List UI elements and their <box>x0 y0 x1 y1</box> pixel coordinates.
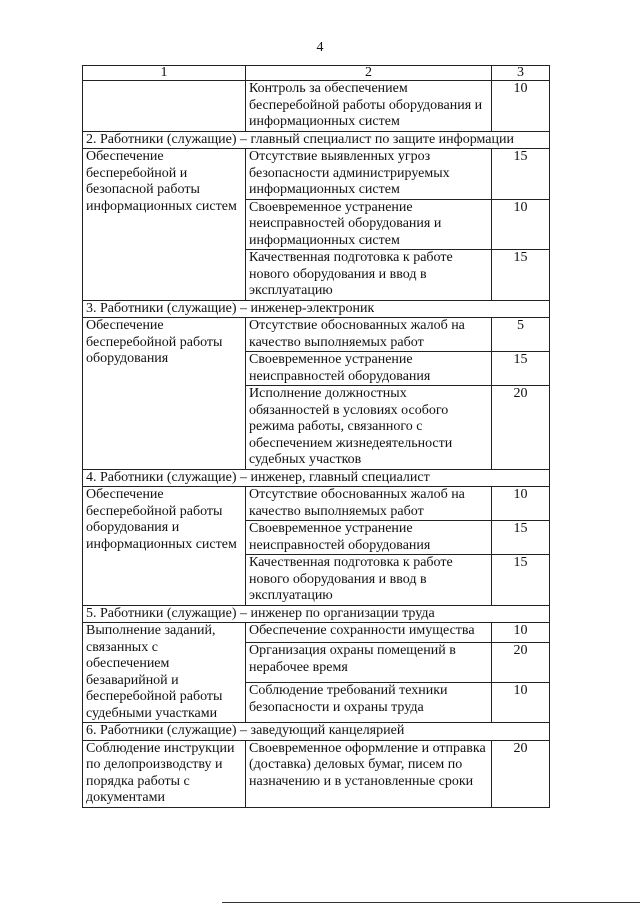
task-cell: Обеспечение бесперебойной работы оборудования и информационных систем <box>83 487 246 606</box>
score-cell: 20 <box>492 386 550 470</box>
criterion-cell: Своевременное оформление и отправка (доставка) деловых бумаг, писем по назначению и в установленные сроки <box>246 740 492 807</box>
criterion-cell: Отсутствие обоснованных жалоб на качество выполняемых работ <box>246 487 492 521</box>
table-row <box>83 81 550 132</box>
section-title-row <box>83 605 550 623</box>
section-title-row <box>83 469 550 487</box>
criterion-cell: Отсутствие обоснованных жалоб на качество выполняемых работ <box>246 318 492 352</box>
score-cell: 15 <box>492 555 550 606</box>
table-header-row <box>83 66 550 81</box>
task-cell: Обеспечение бесперебойной и безопасной работы информационных систем <box>83 149 246 301</box>
score-cell: 10 <box>492 81 550 132</box>
section-title: 2. Работники (служащие) – главный специалист по защите информации <box>83 131 550 149</box>
score-cell: 15 <box>492 521 550 555</box>
score-cell: 20 <box>492 643 550 683</box>
criterion-cell: Контроль за обеспечением бесперебойной работы оборудования и информационных систем <box>246 81 492 132</box>
section-title: 3. Работники (служащие) – инженер-электроник <box>83 300 550 318</box>
criterion-cell: Организация охраны помещений в нерабочее время <box>246 643 492 683</box>
table-row <box>83 487 550 521</box>
section-title: 5. Работники (служащие) – инженер по организации труда <box>83 605 550 623</box>
criterion-cell: Качественная подготовка к работе нового оборудования и ввод в эксплуатацию <box>246 250 492 301</box>
column-header: 3 <box>492 66 550 81</box>
task-cell: Выполнение заданий, связанных с обеспечением безаварийной и бесперебойной работы судебными участками <box>83 623 246 723</box>
page-number: 4 <box>316 40 324 55</box>
section-title-row <box>83 300 550 318</box>
task-cell: Соблюдение инструкции по делопроизводству и порядка работы с документами <box>83 740 246 807</box>
column-header: 1 <box>83 66 246 81</box>
footer-rule <box>222 902 640 903</box>
table-row <box>83 149 550 200</box>
column-header: 2 <box>246 66 492 81</box>
score-cell: 10 <box>492 487 550 521</box>
score-cell: 15 <box>492 149 550 200</box>
criterion-cell: Своевременное устранение неисправностей оборудования <box>246 352 492 386</box>
score-cell: 15 <box>492 250 550 301</box>
table-row <box>83 318 550 352</box>
section-title: 4. Работники (служащие) – инженер, главный специалист <box>83 469 550 487</box>
score-cell: 20 <box>492 740 550 807</box>
score-cell: 10 <box>492 623 550 643</box>
section-title-row <box>83 131 550 149</box>
criterion-cell: Отсутствие выявленных угроз безопасности администрируемых информационных систем <box>246 149 492 200</box>
criterion-cell: Соблюдение требований техники безопасности и охраны труда <box>246 683 492 723</box>
score-cell: 10 <box>492 199 550 250</box>
score-cell: 5 <box>492 318 550 352</box>
criterion-cell: Своевременное устранение неисправностей оборудования <box>246 521 492 555</box>
criterion-cell: Обеспечение сохранности имущества <box>246 623 492 643</box>
task-cell <box>83 81 246 132</box>
section-title-row <box>83 723 550 741</box>
criterion-cell: Своевременное устранение неисправностей оборудования и информационных систем <box>246 199 492 250</box>
table-row <box>83 740 550 807</box>
table-row <box>83 623 550 643</box>
score-cell: 15 <box>492 352 550 386</box>
score-cell: 10 <box>492 683 550 723</box>
section-title: 6. Работники (служащие) – заведующий канцелярией <box>83 723 550 741</box>
criteria-table <box>82 65 550 808</box>
criterion-cell: Качественная подготовка к работе нового оборудования и ввод в эксплуатацию <box>246 555 492 606</box>
criterion-cell: Исполнение должностных обязанностей в условиях особого режима работы, связанного с обеспечением жизнедеятельности судебных участков <box>246 386 492 470</box>
task-cell: Обеспечение бесперебойной работы оборудования <box>83 318 246 470</box>
